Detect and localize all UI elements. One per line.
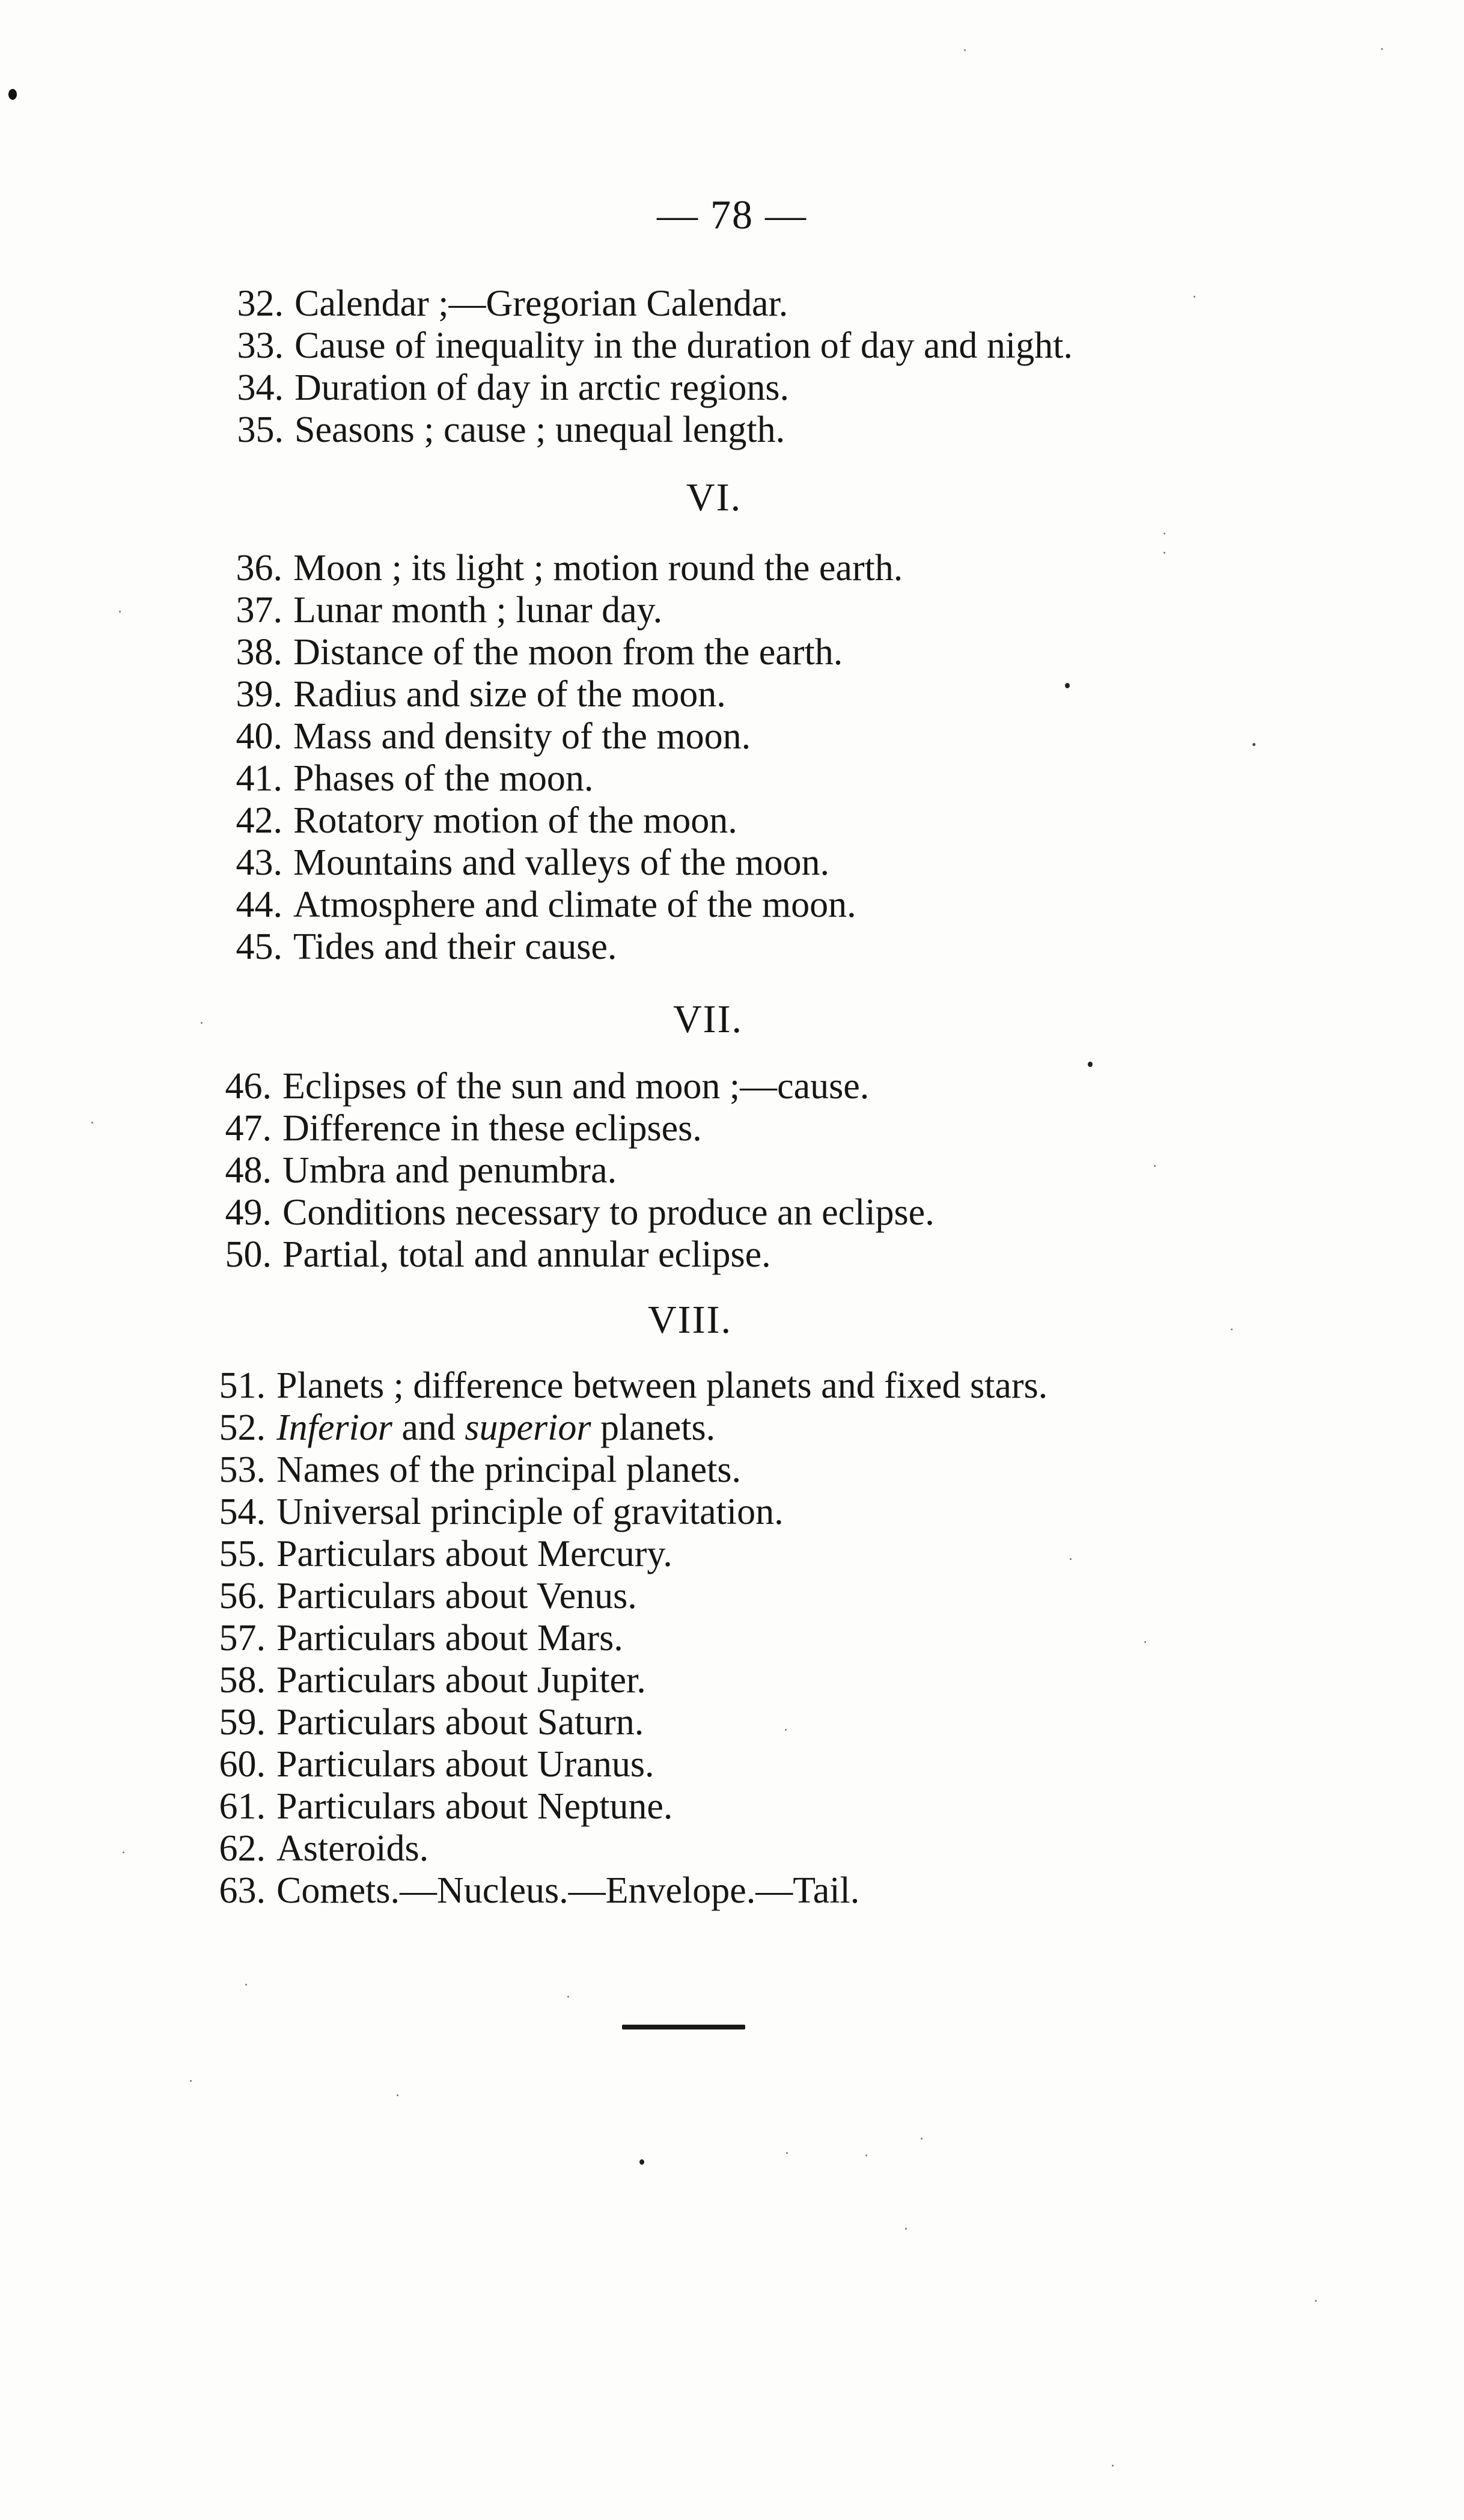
ink-speck bbox=[1070, 1558, 1072, 1560]
item-number: 50. bbox=[225, 1234, 272, 1275]
item-text: Mass and density of the moon. bbox=[293, 716, 751, 757]
list-item bbox=[194, 1491, 1048, 1533]
section-heading-vi: VI. bbox=[686, 476, 742, 519]
item-text: Cause of inequality in the duration of day and night. bbox=[294, 325, 1073, 366]
ink-speck bbox=[1164, 552, 1165, 554]
page-number: — 78 — bbox=[657, 192, 807, 237]
item-number: 48. bbox=[225, 1150, 272, 1191]
item-text: Asteroids. bbox=[276, 1828, 429, 1869]
item-text: Particulars about Mars. bbox=[276, 1618, 623, 1659]
list-item bbox=[194, 1659, 1048, 1701]
item-text: Lunar month ; lunar day. bbox=[293, 590, 663, 631]
item-number: 38. bbox=[236, 632, 282, 673]
closing-rule bbox=[622, 2025, 745, 2029]
ink-speck bbox=[1154, 1165, 1156, 1167]
list-item bbox=[194, 1407, 1048, 1449]
ink-speck bbox=[1065, 683, 1070, 688]
item-text: Atmosphere and climate of the moon. bbox=[293, 884, 856, 925]
item-text: Tides and their cause. bbox=[293, 926, 617, 967]
ink-speck bbox=[905, 2228, 907, 2230]
item-text: Seasons ; cause ; unequal length. bbox=[294, 409, 785, 450]
item-number: 42. bbox=[236, 800, 282, 841]
item-number: 61. bbox=[219, 1786, 266, 1827]
ink-speck bbox=[245, 1984, 247, 1986]
item-number: 47. bbox=[225, 1108, 272, 1149]
list-item bbox=[200, 1107, 935, 1149]
item-number: 51. bbox=[219, 1365, 266, 1406]
ink-speck bbox=[1088, 1062, 1093, 1067]
item-number: 58. bbox=[219, 1660, 266, 1701]
item-number: 43. bbox=[236, 842, 282, 883]
ink-speck bbox=[201, 1022, 203, 1024]
ink-speck bbox=[1164, 533, 1165, 534]
item-number: 41. bbox=[236, 758, 282, 799]
ink-speck bbox=[921, 2138, 923, 2139]
item-number: 39. bbox=[236, 674, 282, 715]
item-text: Duration of day in arctic regions. bbox=[294, 367, 789, 408]
ink-speck bbox=[123, 1852, 124, 1853]
item-number: 46. bbox=[225, 1066, 272, 1107]
item-number: 60. bbox=[219, 1744, 266, 1785]
list-item bbox=[200, 1234, 935, 1276]
ink-speck bbox=[397, 2094, 398, 2096]
item-number: 54. bbox=[219, 1491, 266, 1532]
list-item bbox=[212, 367, 1073, 409]
ink-speck bbox=[190, 2080, 192, 2082]
ink-speck bbox=[786, 2152, 788, 2154]
list-item bbox=[210, 757, 903, 800]
item-number: 52. bbox=[219, 1407, 266, 1448]
item-text: Comets.—Nucleus.—Envelope.—Tail. bbox=[276, 1870, 860, 1911]
item-number: 40. bbox=[236, 716, 282, 757]
list-item bbox=[194, 1365, 1048, 1407]
item-number: 34. bbox=[237, 367, 284, 408]
item-text: Particulars about Jupiter. bbox=[276, 1660, 646, 1701]
ink-speck bbox=[1112, 2465, 1114, 2466]
item-number: 33. bbox=[237, 325, 284, 366]
list-item bbox=[194, 1449, 1048, 1491]
item-number: 32. bbox=[237, 283, 284, 324]
item-text: Conditions necessary to produce an eclipse. bbox=[282, 1192, 935, 1233]
list-item bbox=[200, 1065, 935, 1107]
list-item bbox=[210, 800, 903, 842]
item-number: 37. bbox=[236, 590, 282, 631]
item-number: 63. bbox=[219, 1870, 266, 1911]
item-text: Eclipses of the sun and moon ;—cause. bbox=[282, 1066, 870, 1107]
item-text: Particulars about Saturn. bbox=[276, 1702, 644, 1743]
list-item bbox=[210, 715, 903, 757]
item-number: 35. bbox=[237, 409, 284, 450]
item-text: Phases of the moon. bbox=[293, 758, 594, 799]
item-text: Particulars about Venus. bbox=[276, 1576, 637, 1616]
item-list-vii bbox=[200, 1065, 935, 1276]
ink-speck bbox=[1194, 296, 1195, 298]
item-text: Radius and size of the moon. bbox=[293, 674, 726, 715]
item-text: Particulars about Mercury. bbox=[276, 1534, 673, 1574]
list-item bbox=[210, 884, 903, 926]
list-item bbox=[194, 1743, 1048, 1785]
list-item bbox=[194, 1617, 1048, 1659]
ink-speck bbox=[1252, 743, 1255, 746]
item-number: 62. bbox=[219, 1828, 266, 1869]
ink-speck bbox=[119, 611, 121, 613]
list-item bbox=[194, 1533, 1048, 1575]
ink-speck bbox=[1315, 2300, 1317, 2302]
item-text: Distance of the moon from the earth. bbox=[293, 632, 843, 673]
list-item bbox=[210, 631, 903, 673]
section-heading-viii: VIII. bbox=[647, 1298, 733, 1342]
ink-speck bbox=[1144, 1641, 1146, 1643]
item-text: Particulars about Neptune. bbox=[276, 1786, 673, 1827]
list-item bbox=[200, 1191, 935, 1234]
item-number: 55. bbox=[219, 1534, 266, 1574]
list-item bbox=[212, 325, 1073, 367]
item-text: Particulars about Uranus. bbox=[276, 1744, 654, 1785]
ink-speck bbox=[865, 2155, 867, 2156]
item-text: Planets ; difference between planets and fixed stars. bbox=[276, 1365, 1048, 1406]
item-number: 53. bbox=[219, 1449, 266, 1490]
item-text: Umbra and penumbra. bbox=[282, 1150, 617, 1191]
item-text: Inferior and superior planets. bbox=[276, 1407, 716, 1448]
list-item bbox=[194, 1827, 1048, 1870]
list-item bbox=[210, 673, 903, 715]
item-text: Moon ; its light ; motion round the earth. bbox=[293, 548, 903, 589]
list-item bbox=[210, 926, 903, 968]
item-text: Difference in these eclipses. bbox=[282, 1108, 702, 1149]
ink-speck bbox=[964, 49, 966, 51]
list-item bbox=[210, 589, 903, 631]
ink-speck bbox=[8, 89, 17, 100]
list-item bbox=[210, 547, 903, 589]
item-number: 36. bbox=[236, 548, 282, 589]
ink-speck bbox=[91, 1122, 93, 1124]
item-text: Calendar ;—Gregorian Calendar. bbox=[294, 283, 788, 324]
ink-speck bbox=[567, 1996, 569, 1998]
item-text: Universal principle of gravitation. bbox=[276, 1491, 784, 1532]
item-list-intro bbox=[212, 283, 1073, 451]
item-number: 59. bbox=[219, 1702, 266, 1743]
item-list-viii bbox=[194, 1365, 1048, 1912]
list-item bbox=[212, 409, 1073, 451]
ink-speck bbox=[639, 2159, 644, 2165]
ink-speck bbox=[1381, 48, 1383, 50]
item-number: 56. bbox=[219, 1576, 266, 1616]
list-item bbox=[212, 283, 1073, 325]
list-item bbox=[194, 1701, 1048, 1743]
item-number: 45. bbox=[236, 926, 282, 967]
list-item bbox=[194, 1575, 1048, 1617]
ink-speck bbox=[1231, 1329, 1233, 1330]
section-heading-vii: VII. bbox=[673, 997, 743, 1041]
list-item bbox=[210, 842, 903, 884]
item-text: Partial, total and annular eclipse. bbox=[282, 1234, 771, 1275]
item-text: Mountains and valleys of the moon. bbox=[293, 842, 829, 883]
item-number: 49. bbox=[225, 1192, 272, 1233]
ink-speck bbox=[785, 1729, 787, 1731]
item-list-vi bbox=[210, 547, 903, 968]
item-number: 44. bbox=[236, 884, 282, 925]
item-number: 57. bbox=[219, 1618, 266, 1659]
list-item bbox=[200, 1149, 935, 1191]
list-item bbox=[194, 1785, 1048, 1827]
item-text: Names of the principal planets. bbox=[276, 1449, 742, 1490]
item-text: Rotatory motion of the moon. bbox=[293, 800, 737, 841]
list-item bbox=[194, 1870, 1048, 1912]
